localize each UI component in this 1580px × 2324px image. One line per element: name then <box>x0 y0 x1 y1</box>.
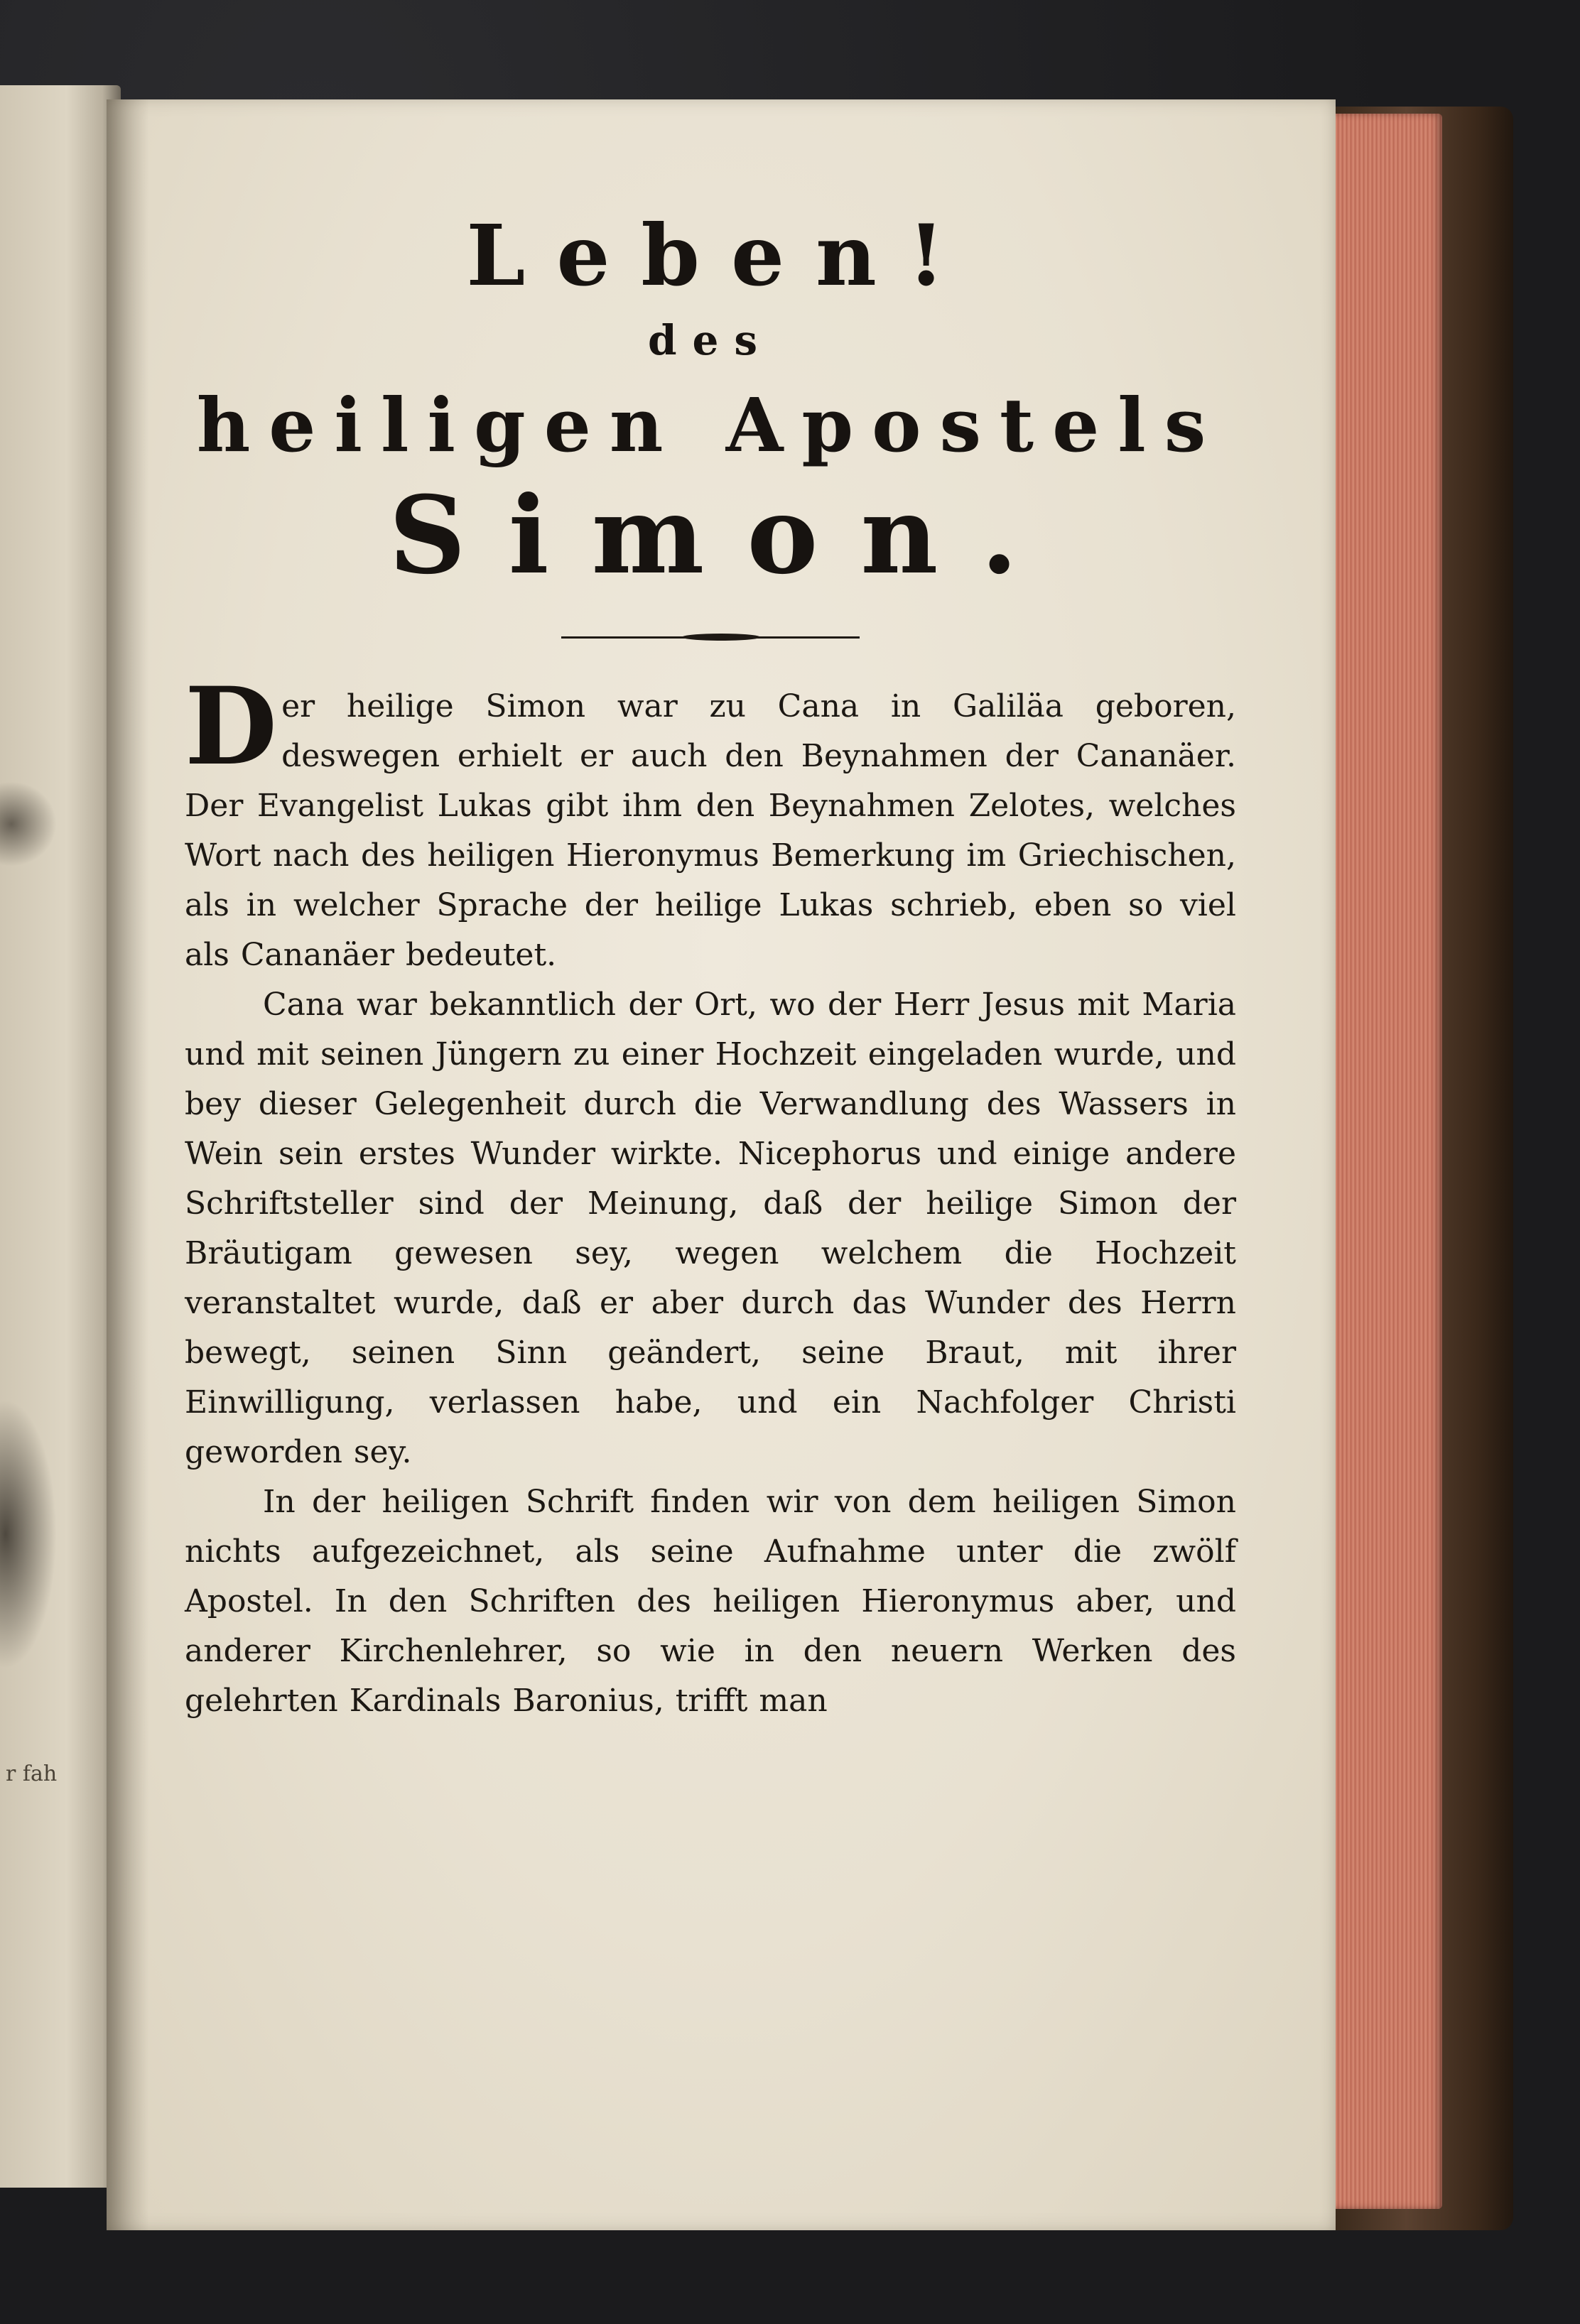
title-line-des: des <box>647 316 774 364</box>
paragraph-2: Cana war bekanntlich der Ort, wo der Herr Jesus mit Maria und mit seinen Jüngern zu einer Hochzeit eingeladen wurde, und bey dieser Gelegenheit durch die Verwandlung des Wassers in Wein sein erstes Wunder wirkte. Nicephorus und einige andere Schriftsteller sind der Meinung, daß der heilige Simon der Bräutigam gewesen sey, wegen welchem die Hochzeit veranstaltet wurde, daß er aber durch das Wunder des Herrn bewegt, seinen Sinn geändert, seine Braut, mit ihrer Einwilligung, verlassen habe, und ein Nachfolger Christi geworden sey. <box>185 987 1236 1470</box>
paragraph-1 <box>185 664 1236 980</box>
gutter-shadow <box>107 99 149 2230</box>
paragraph-1-text: er heilige Simon war zu Cana in Galiläa geboren, deswegen erhielt er auch den Beynahmen der Cananäer. Der Evangelist Lukas gibt ihm den Beynahmen Zelotes, welches Wort nach des heiligen Hieronymus Bemerkung im Griechischen, als in welcher Sprache der heilige Lukas schrieb, eben so viel als Cananäer bedeutet. <box>185 688 1236 973</box>
engraving-fragment-top <box>0 781 57 867</box>
previous-page-text-fragment: r fah <box>6 1761 58 1786</box>
page-content <box>185 206 1236 1726</box>
rule-swell <box>682 634 760 641</box>
title-line-apostels: heiligen Apostels <box>196 381 1225 469</box>
red-page-edges <box>1321 114 1442 2209</box>
title-line-leben: Leben! <box>466 206 976 305</box>
paragraph-3: In der heiligen Schrift finden wir von dem heiligen Simon nichts aufgezeichnet, als seine Aufnahme unter die zwölf Apostel. In den Schriften des heiligen Hieronymus aber, und anderer Kirchenlehrer, so wie in den neuern Werken des gelehrten Kardinals Baronius, trifft man <box>185 1484 1236 1719</box>
title-line-simon: Simon. <box>389 473 1061 598</box>
ornamental-rule <box>561 632 860 642</box>
engraving-fragment-bottom <box>0 1399 57 1669</box>
book-page <box>107 99 1336 2230</box>
previous-page-edge <box>0 85 121 2188</box>
drop-cap: D <box>185 664 278 789</box>
